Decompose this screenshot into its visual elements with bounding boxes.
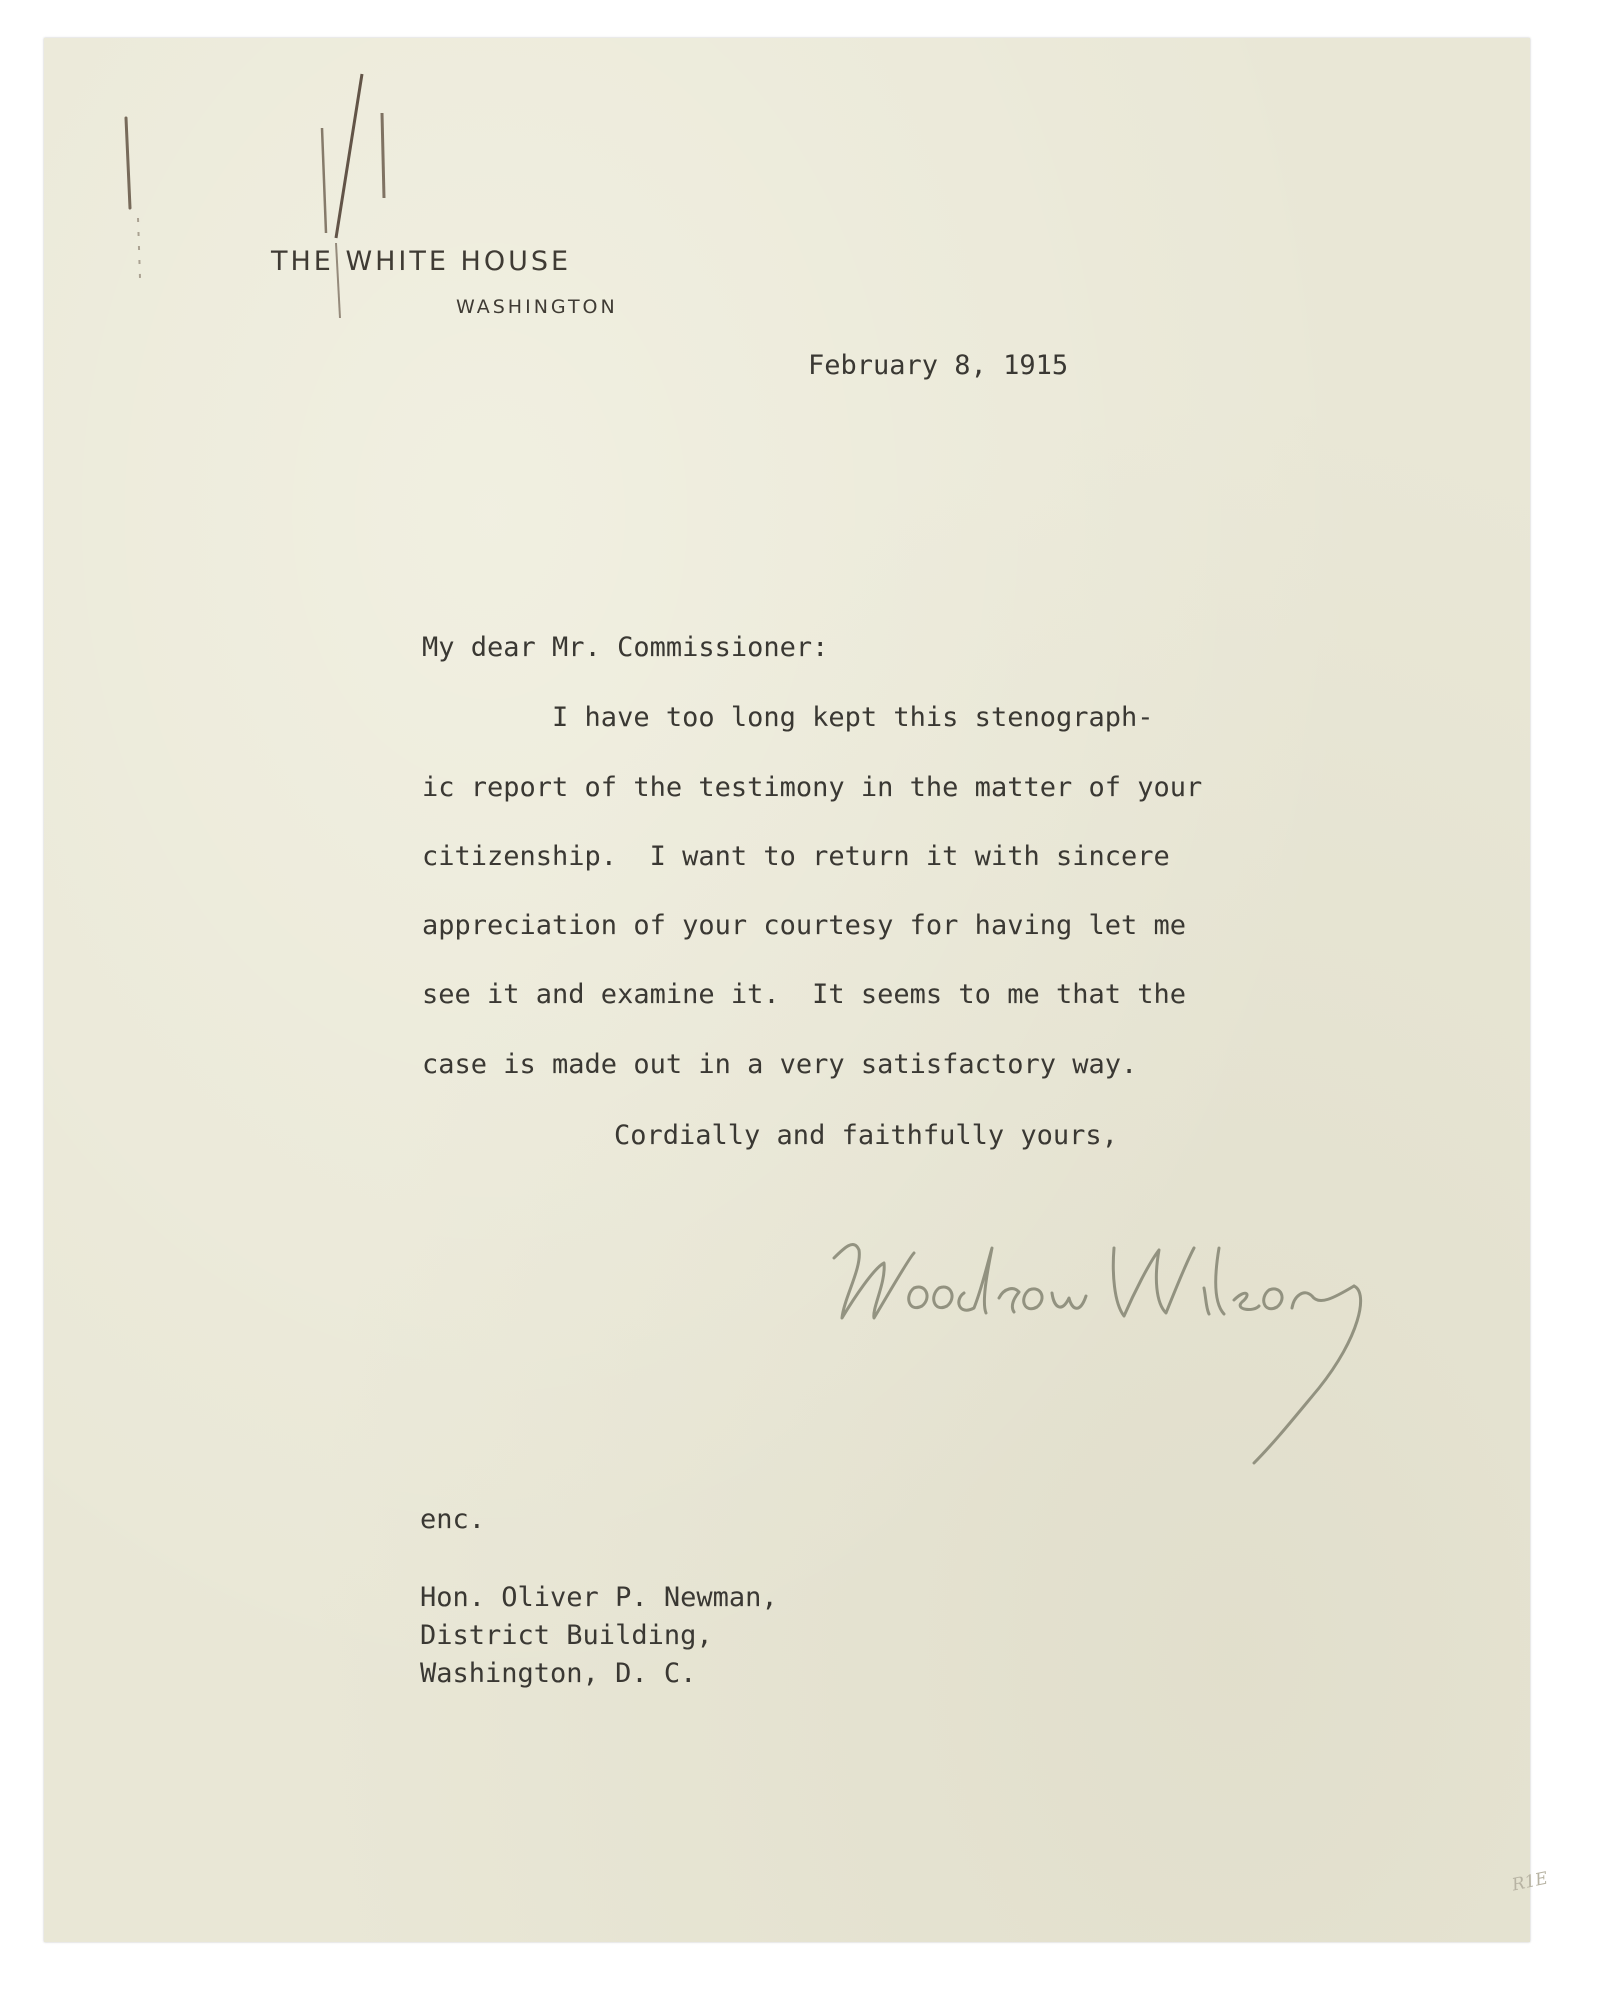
body-line: case is made out in a very satisfactory way. [422,1049,1138,1080]
ink-mark-decoration [104,68,464,328]
letter-closing: Cordially and faithfully yours, [614,1120,1118,1151]
address-line: Washington, D. C. [420,1658,697,1689]
body-line: appreciation of your courtesy for having let me [422,910,1187,941]
letterhead-city: WASHINGTON [456,296,618,318]
address-line: District Building, [420,1620,713,1651]
letter-date: February 8, 1915 [808,350,1069,381]
body-line: citizenship. I want to return it with sincere [422,841,1170,872]
body-line: ic report of the testimony in the matter of your [422,772,1203,803]
body-line: see it and examine it. It seems to me that the [422,979,1187,1010]
letterhead-title: THE WHITE HOUSE [271,246,572,277]
body-line: I have too long kept this stenograph- [422,702,1154,733]
handwritten-signature [814,1188,1374,1488]
pencil-note: R1E [1510,1868,1550,1896]
address-line: Hon. Oliver P. Newman, [420,1582,778,1613]
enclosure-notation: enc. [420,1504,486,1535]
letter-salutation: My dear Mr. Commissioner: [422,632,829,663]
letter-sheet [44,38,1550,1942]
